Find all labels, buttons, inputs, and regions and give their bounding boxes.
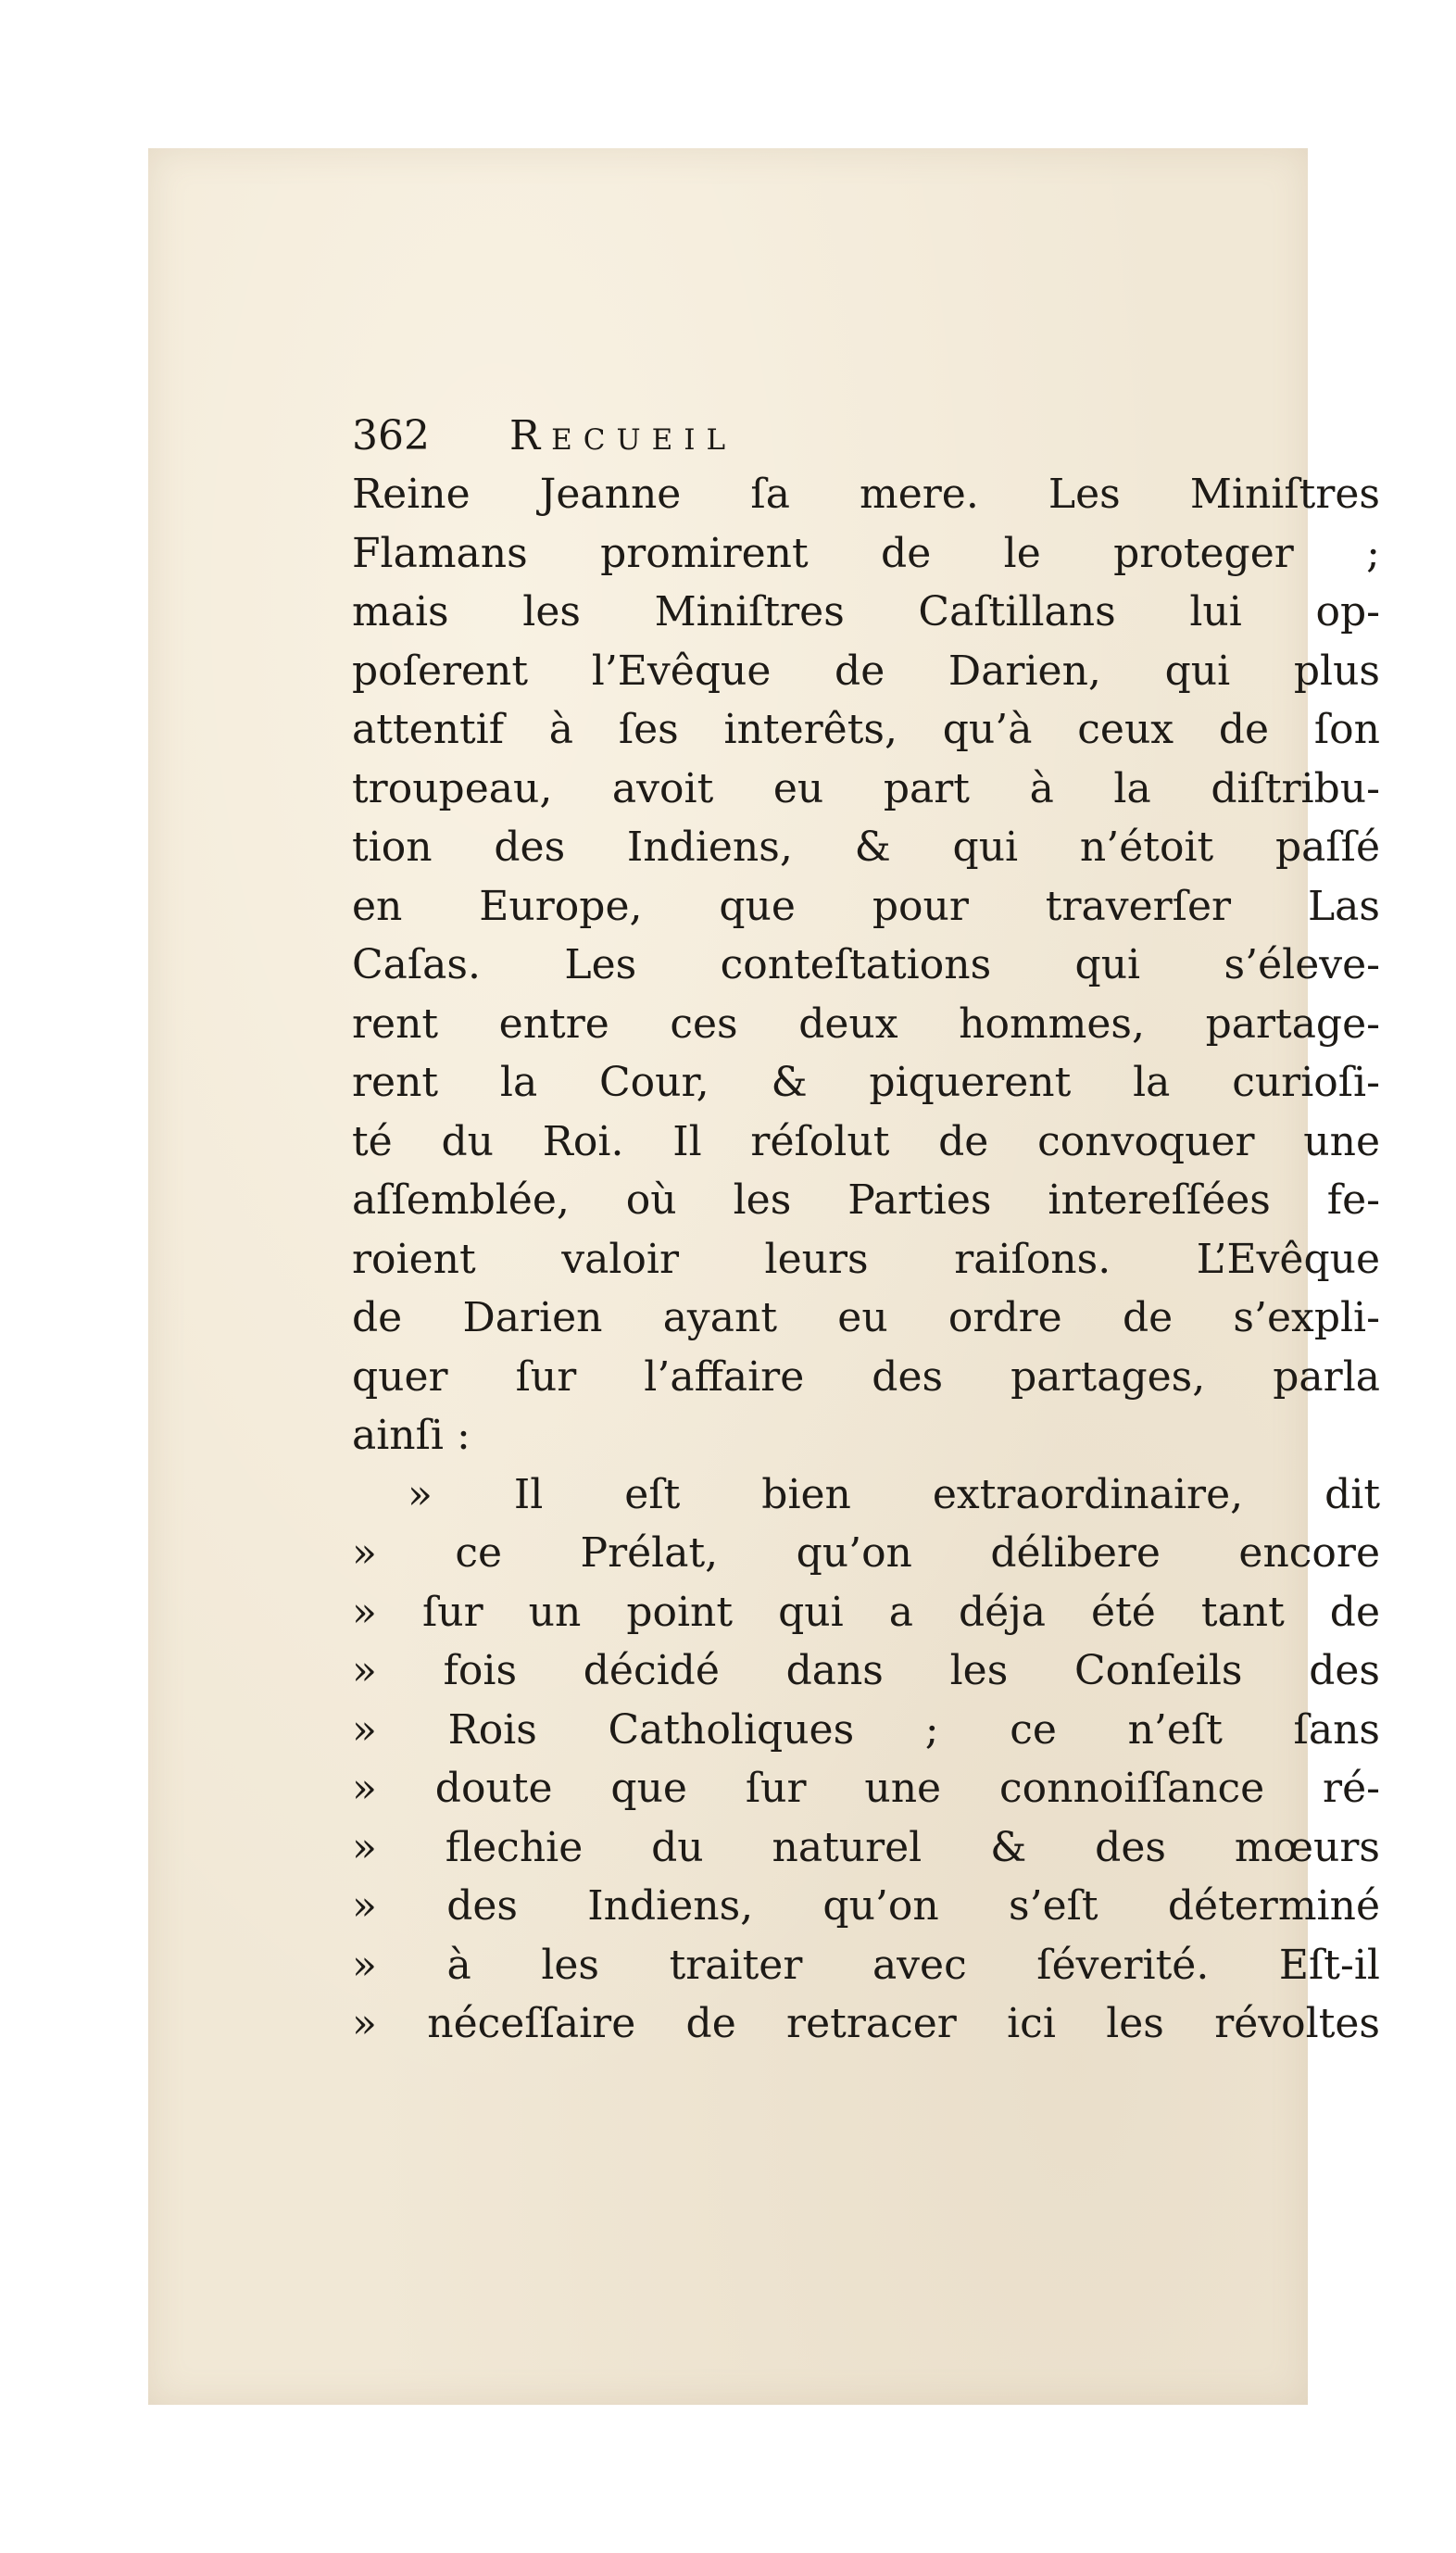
page-header [352,408,1380,465]
text-line: » doute que ſur une connoiſſance ré- [352,1765,1380,1812]
text-line: » Rois Catholiques ; ce n’eſt ſans [352,1705,1380,1754]
text-block [352,408,1380,2054]
text-line: » des Indiens, qu’on s’eſt déterminé [352,1882,1380,1930]
text-line: » Il eſt bien extraordinaire, dit [408,1470,1380,1518]
text-line: » fois décidé dans les Conſeils des [352,1647,1380,1694]
text-line: roient valoir leurs raiſons. L’Evêque [352,1235,1380,1283]
text-line: tion des Indiens, & qui n’étoit paſſé [352,824,1380,871]
text-line: » flechie du naturel & des mœurs [352,1823,1380,1871]
text-line: té du Roi. Il réſolut de convoquer une [352,1117,1380,1165]
text-line: rent entre ces deux hommes, partage- [352,1000,1380,1048]
text-line: » ce Prélat, qu’on délibere encore [352,1529,1380,1577]
text-line: Caſas. Les conteſtations qui s’éleve- [352,941,1380,988]
text-line: en Europe, que pour traverſer Las [352,882,1380,930]
body-text [352,465,1380,2054]
text-line: » ſur un point qui a déja été tant de [352,1588,1380,1636]
text-line: rent la Cour, & piquerent la curioſi- [352,1059,1380,1106]
text-line: ainſi : [352,1412,471,1459]
text-line: » néceſſaire de retracer ici les révoltes [352,2000,1380,2047]
text-line: troupeau, avoit eu part à la diſtribu- [352,764,1380,812]
text-line: mais les Miniſtres Caſtillans lui op- [352,588,1380,635]
text-line: Reine Jeanne ſa mere. Les Miniſtres [352,471,1380,518]
page-number: 362 [352,412,430,459]
text-line: de Darien ayant eu ordre de s’expli- [352,1294,1380,1341]
text-line: attentif à ſes interêts, qu’à ceux de ſon [352,706,1380,753]
text-line: quer ſur l’affaire des partages, parla [352,1352,1380,1401]
text-line: » à les traiter avec ſéverité. Eſt-il [352,1941,1380,1989]
running-title: Recueil [509,412,737,459]
text-line: aſſemblée, où les Parties intereſſées fe- [352,1176,1380,1224]
book-page [148,148,1380,2405]
text-line: Flamans promirent de le proteger ; [352,529,1380,577]
text-line: poſerent l’Evêque de Darien, qui plus [352,647,1380,695]
